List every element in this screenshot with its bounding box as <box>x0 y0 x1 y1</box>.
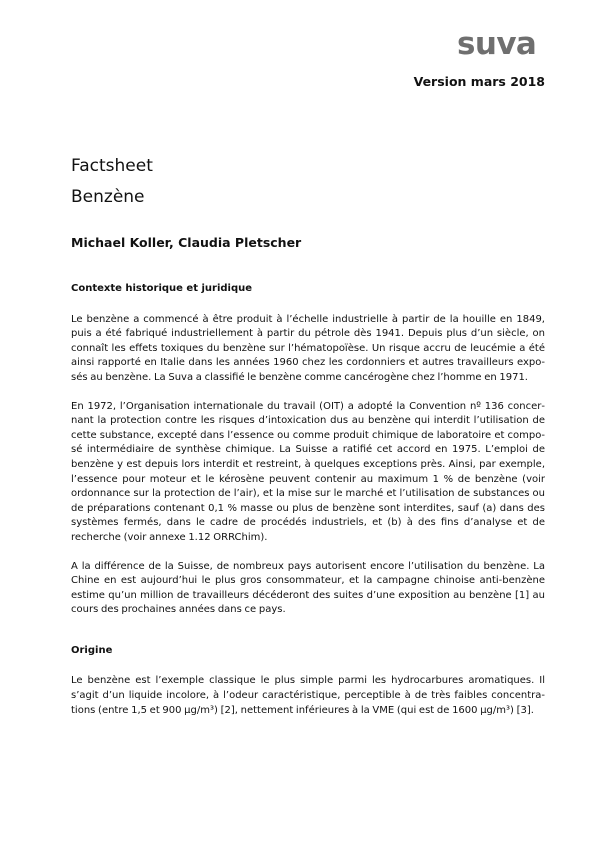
suva-logo: suva <box>457 26 537 62</box>
paragraph-international: A la différence de la Suisse, de nombreux pays autorisent encore l’utilisation du benzène. La Chine en est aujourd’hui le plus gros consommateur, et la campagne chinoise anti-benzène estime qu’un million de travailleurs décéderont des suites d’une exposition au benzène [1] au cours des prochaines années dans ce pays. <box>71 560 545 616</box>
paragraph-oit-convention: En 1972, l’Organisation internationale du travail (OIT) a adopté la Convention nº 136 concernant la protection contre les risques d’intoxication dus au benzène qui interdit l’utilisation de cette substance, excepté dans l’essence ou comme produit chimique de laboratoire et composé intermédiaire de synthèse chimique. La Suisse a ratifié cet accord en 1975. L’emploi de benzène y est depuis lors interdit et restreint, à quelques exceptions près. Ainsi, par exemple, l’essence pour moteur et le kérosène peuvent contenir au maximum 1 % de benzène (voir ordonnance sur la protection de l’air), et la mise sur le marché et l’utilisation de substances ou de préparations contenant 0,1 % masse ou plus de benzène sont interdites, sauf (a) dans des systèmes fermés, dans le cadre de procédés industriels, et (b) à des fins d’analyse et de recherche (voir annexe 1.12 ORRChim). <box>71 400 545 543</box>
paragraph-origin: Le benzène est l’exemple classique le plus simple parmi les hydrocarbures aromatiques. Il s’agit d’un liquide incolore, à l’odeur caractéristique, perceptible à de très faibles concentrations (entre 1,5 et 900 µg/m³) [2], nettement inférieures à la VME (qui est de 1600 µg/m³) [3]. <box>71 675 545 716</box>
authors-line: Michael Koller, Claudia Pletscher <box>71 235 302 250</box>
document-body <box>71 282 545 718</box>
document-subtitle: Benzène <box>71 187 145 207</box>
paragraph-history: Le benzène a commencé à être produit à l’échelle industrielle à partir de la houille en 1849, puis a été fabriqué industriellement à partir du pétrole dès 1941. Depuis plus d’un siècle, on connaît les effets toxiques du benzène sur l’hématopoïèse. Un risque accru de leucémie a été ainsi rapporté en Italie dans les années 1960 chez les cordonniers et autres travailleurs exposés au benzène. La Suva a classifié le benzène comme cancérogène chez l’homme en 1971. <box>71 313 545 383</box>
version-label: Version mars 2018 <box>413 74 545 89</box>
document-title: Factsheet <box>71 156 153 176</box>
section-heading-context: Contexte historique et juridique <box>71 283 253 294</box>
section-heading-origin: Origine <box>71 644 113 656</box>
